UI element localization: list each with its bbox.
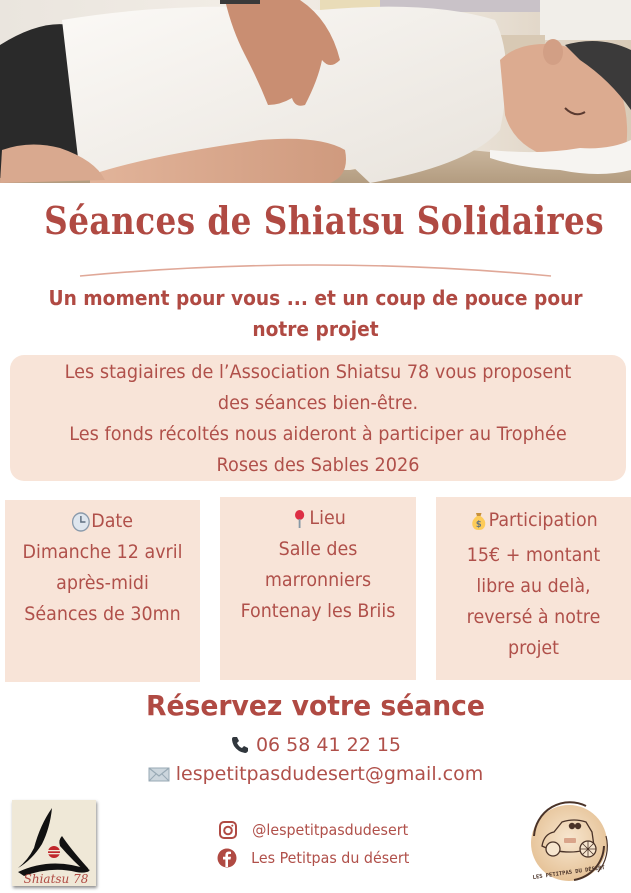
massage-photo-illustration <box>0 0 631 183</box>
intro-line: Les stagiaires de l’Association Shiatsu 78 vous proposent <box>64 361 572 383</box>
shiatsu-78-logo-image <box>12 800 96 886</box>
email-address[interactable]: lespetitpasdudesert@gmail.com <box>175 763 484 785</box>
phone-contact[interactable] <box>0 734 631 756</box>
svg-text:LES PETITPAS DU DÉSERT: LES PETITPAS DU DÉSERT <box>532 864 606 882</box>
money-bag-icon <box>469 511 487 531</box>
participation-line: reversé à notre <box>466 606 601 628</box>
intro-line: des séances bien-être. <box>217 392 419 414</box>
instagram-handle[interactable]: @lespetitpasdudesert <box>252 821 409 839</box>
date-heading <box>13 506 192 537</box>
date-line: Dimanche 12 avril <box>22 541 183 563</box>
facebook-page[interactable]: Les Petitpas du désert <box>251 849 410 867</box>
curved-divider <box>78 258 553 280</box>
location-line: Salle des <box>278 538 358 560</box>
date-line: Séances de 30mn <box>24 603 181 625</box>
pushpin-icon <box>290 509 308 529</box>
participation-card <box>436 497 631 680</box>
location-heading <box>228 503 408 534</box>
intro-box <box>10 355 626 481</box>
svg-text:Shiatsu 78: Shiatsu 78 <box>23 872 89 886</box>
participation-heading-label: Participation <box>488 509 598 531</box>
participation-line: 15€ + montant <box>466 544 601 566</box>
svg-text:$: $ <box>475 519 482 530</box>
reserve-heading: Réservez votre séance <box>146 689 485 722</box>
page-title: Séances de Shiatsu Solidaires <box>44 198 605 243</box>
participation-heading <box>444 505 623 536</box>
location-line: marronniers <box>264 569 372 591</box>
intro-line: Roses des Sables 2026 <box>216 454 420 476</box>
clock-icon <box>72 512 90 532</box>
shiatsu-78-logo <box>12 800 96 886</box>
date-line: après-midi <box>56 572 149 594</box>
subtitle-line-2: notre projet <box>252 317 379 341</box>
petitpas-car-logo-image <box>524 798 614 888</box>
date-heading-label: Date <box>91 510 134 532</box>
participation-line: projet <box>507 637 560 659</box>
petitpas-du-desert-logo <box>524 798 614 888</box>
subtitle <box>22 283 609 345</box>
email-contact[interactable] <box>0 763 631 785</box>
intro-line: Les fonds récoltés nous aideront à participer au Trophée <box>69 423 567 445</box>
facebook-icon <box>217 848 237 868</box>
instagram-icon <box>218 820 238 840</box>
participation-line: libre au delà, <box>476 575 591 597</box>
phone-number[interactable]: 06 58 41 22 15 <box>255 734 402 756</box>
hero-photo <box>0 0 631 183</box>
phone-icon <box>230 735 250 755</box>
location-line: Fontenay les Briis <box>240 600 396 622</box>
date-card <box>5 500 200 682</box>
envelope-icon <box>148 764 170 784</box>
location-heading-label: Lieu <box>309 507 346 529</box>
location-card <box>220 497 416 680</box>
subtitle-line-1: Un moment pour vous ... et un coup de pouce pour <box>48 286 583 310</box>
